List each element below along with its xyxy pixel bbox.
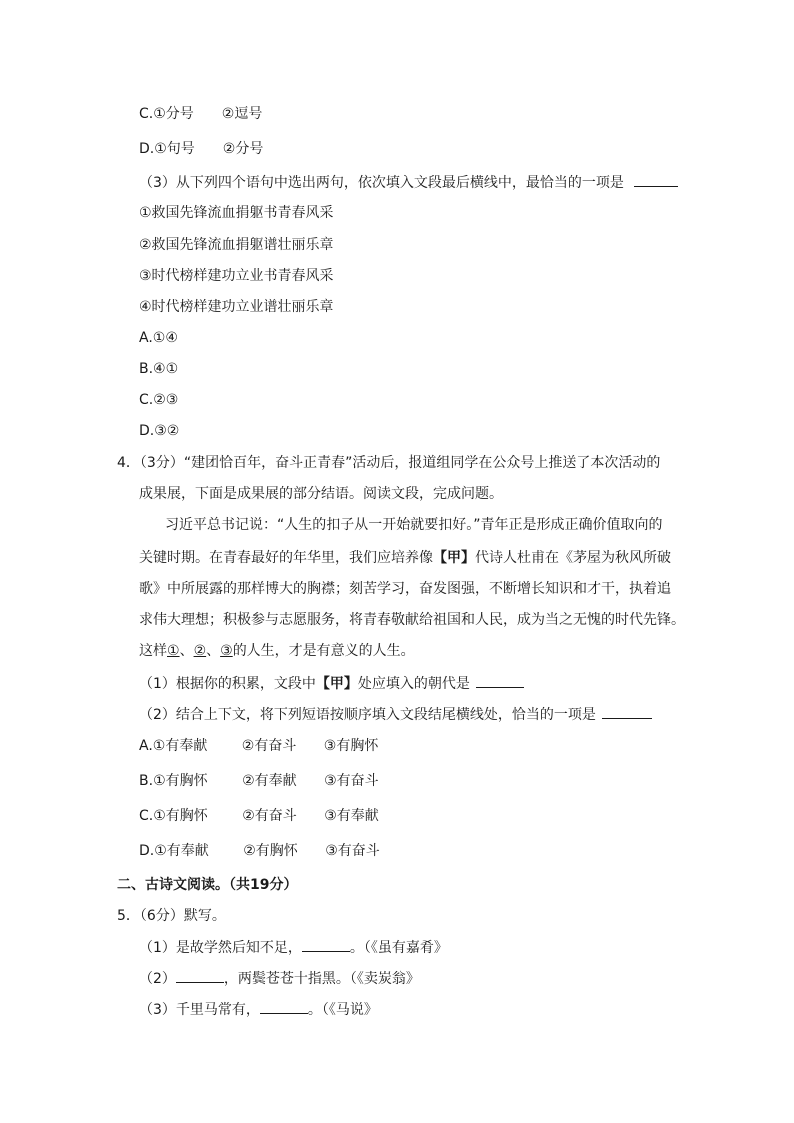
q3-option-d [139,421,179,441]
sub-text: （2）结合上下文，将下列短语按顺序填入文段结尾横线处，恰当的一项是 [139,707,596,723]
q4-option-b [139,771,379,791]
item-text: ①救国先锋流血捐躯书青春风采 [139,205,334,221]
passage-text: 代诗人杜甫在《茅屋为秋风所破 [475,550,671,566]
option-label: C. [139,808,154,824]
passage-text: 的人生，才是有意义的人生。 [232,643,415,659]
answer-blank [176,968,224,983]
answer-blank [260,999,308,1014]
option-text: D.①句号 ②分号 [139,141,264,157]
option-item-2: ②有奉献 [242,773,297,789]
q5-sub3 [139,999,378,1019]
header-text: 5．（6分）默写。 [117,908,226,924]
blank-marker-jia: 【甲】 [433,550,475,566]
q4-passage-line3 [139,579,671,599]
q4-option-a [139,736,378,756]
answer-blank [476,673,524,688]
option-item-3: ③有胸怀 [323,738,379,754]
option-item-1: ①有胸怀 [153,808,208,824]
blank-marker-jia: 【甲】 [315,676,358,692]
sub-text: （1）根据你的积累，文段中 [139,676,316,692]
header-text: 4．（3分）“建团恰百年，奋斗正青春”活动后，报道组同学在公众号上推送了本次活动的 [117,455,661,471]
option-item-1: ①有胸怀 [153,773,208,789]
section-title-text: 二、古诗文阅读。（共19分） [117,877,298,893]
q3-item-2 [139,235,334,255]
option-text: C.①分号 ②逗号 [139,106,263,122]
q3-item-3 [139,266,334,286]
sub-text: （3）千里马常有， [139,1002,260,1018]
stem-text: （3）从下列四个语句中选出两句，依次填入文段最后横线中，最恰当的一项是 [139,175,624,191]
answer-blank [634,172,678,187]
blank-marker-1: ① [167,643,180,659]
option-item-2: ②有胸怀 [243,843,298,859]
q4-sub1 [139,673,524,693]
passage-text: 歌》中所展露的那样博大的胸襟；刻苦学习，奋发图强，不断增长知识和才干，执着追 [139,581,671,597]
q4-header-line1 [117,453,660,473]
sub-text: 。（《马说》 [307,1002,378,1018]
sub-text: （1）是故学然后知不足， [139,940,302,956]
q3-part3-stem [139,172,678,192]
item-text: ③时代榜样建功立业书青春风采 [139,268,334,284]
passage-text: 关键时期。在青春最好的年华里，我们应培养像 [139,550,433,566]
sub-text: 处应填入的朝代是 [357,676,470,692]
q3-option-a [139,328,178,348]
blank-marker-2: ② [193,643,207,659]
q4-header-line2 [139,484,503,504]
q3-option-b [139,359,178,379]
q5-sub2 [139,968,420,988]
option-label: B. [139,773,154,789]
option-item-3: ③有奋斗 [325,843,380,859]
option-item-3: ③有奋斗 [324,773,379,789]
item-text: ②救国先锋流血捐躯谱壮丽乐章 [139,237,334,253]
sub-text: 。（《虽有嘉肴》 [349,940,448,956]
q4-option-c [139,806,379,826]
option-d-prev [139,139,263,159]
option-text: C.②③ [139,392,179,408]
separator: 、 [206,643,221,659]
option-label: A. [139,738,153,754]
separator: 、 [179,643,194,659]
q5-header [117,906,226,926]
option-c-prev [139,104,262,124]
item-text: ④时代榜样建功立业谱壮丽乐章 [139,299,334,315]
option-item-3: ③有奉献 [324,808,379,824]
blank-marker-3: ③ [220,643,233,659]
q4-passage-line4 [139,610,685,630]
option-item-1: ①有奉献 [154,843,209,859]
header-text: 成果展，下面是成果展的部分结语。阅读文段，完成问题。 [139,486,503,502]
section-2-title [117,875,297,895]
option-text: D.③② [139,423,180,439]
q4-passage-line1 [165,515,663,535]
q4-passage-line2 [139,548,671,568]
q5-sub1 [139,937,448,957]
option-label: D. [139,843,155,859]
sub-text: （2） [139,971,176,987]
passage-text: 习近平总书记说：“人生的扣子从一开始就要扣好。”青年正是形成正确价值取向的 [165,517,663,533]
option-item-1: ①有奉献 [152,738,208,754]
q3-item-1 [139,203,334,223]
answer-blank [602,704,652,719]
option-item-2: ②有奋斗 [242,808,297,824]
answer-blank [302,937,350,952]
q4-option-d [139,841,380,861]
q4-sub2 [139,704,652,724]
q3-item-4 [139,297,334,317]
q3-option-c [139,390,178,410]
q4-passage-line5 [139,641,415,661]
passage-text: 求伟大理想；积极参与志愿服务，将青春敬献给祖国和人民，成为当之无愧的时代先锋。 [139,612,685,628]
passage-text: 这样 [139,643,167,659]
option-text: A.①④ [139,330,178,346]
option-text: B.④① [139,361,179,377]
sub-text: ，两鬓苍苍十指黑。（《卖炭翁》 [223,971,420,987]
option-item-2: ②有奋斗 [241,738,297,754]
